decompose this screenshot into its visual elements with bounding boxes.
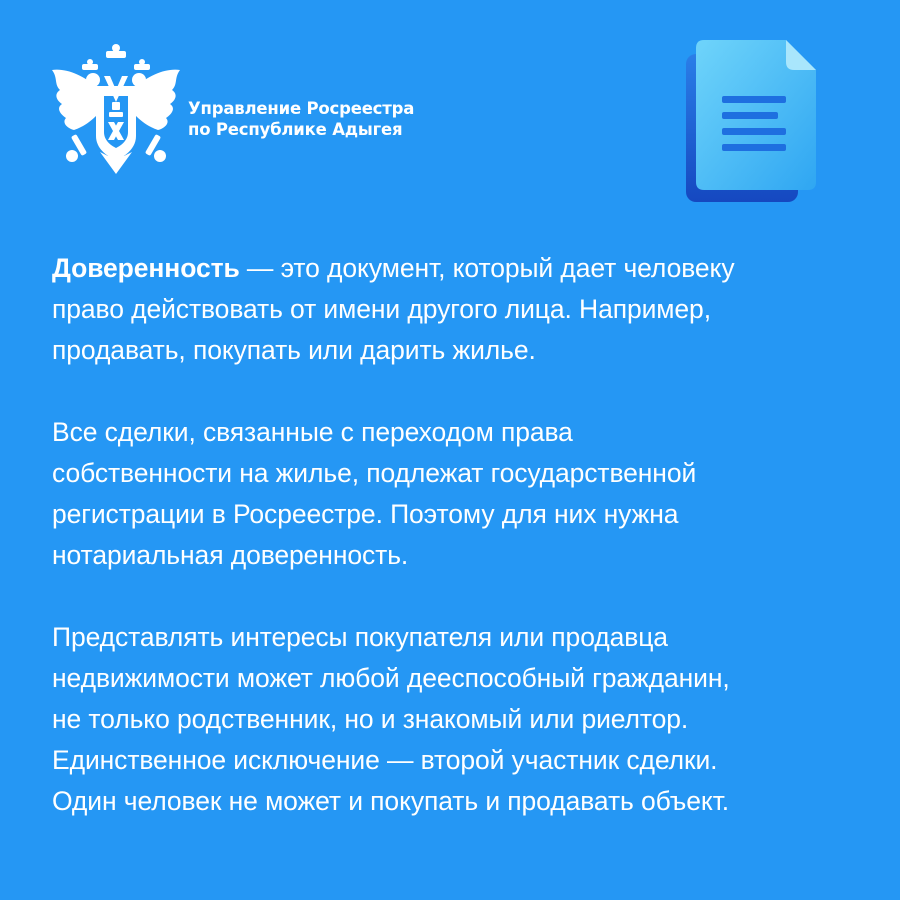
text-line: собственности на жилье, подлежат государственной [52,458,697,488]
org-name-line-2: по Республике Адыгея [188,120,403,139]
text-line: недвижимости может любой дееспособный гражданин, [52,663,730,693]
text-line [52,248,872,289]
text-line: право действовать от имени другого лица. Например, [52,294,711,324]
organization-name [188,98,414,140]
text-line: Все сделки, связанные с переходом права [52,417,573,447]
paragraph-representation [52,617,872,822]
text-line: нотариальная доверенность. [52,540,409,570]
text-line: Представлять интересы покупателя или продавца [52,622,668,652]
paragraph-definition [52,248,872,371]
paragraph-registration [52,412,872,576]
text-line: Единственное исключение — второй участник сделки. [52,745,718,775]
text-line: Один человек не может и покупать и продавать объект. [52,786,730,816]
article-text [52,248,872,863]
text-line: продавать, покупать или дарить жилье. [52,335,536,365]
double-headed-eagle-emblem-icon [48,40,184,174]
text-fragment: — это документ, который дает человеку [239,253,735,283]
term-heading: Доверенность [52,253,240,283]
text-line: не только родственник, но и знакомый или риелтор. [52,704,689,734]
text-line: регистрации в Росреестре. Поэтому для них нужна [52,499,679,529]
document-icon [682,36,822,206]
org-name-line-1: Управление Росреестра [188,99,415,118]
